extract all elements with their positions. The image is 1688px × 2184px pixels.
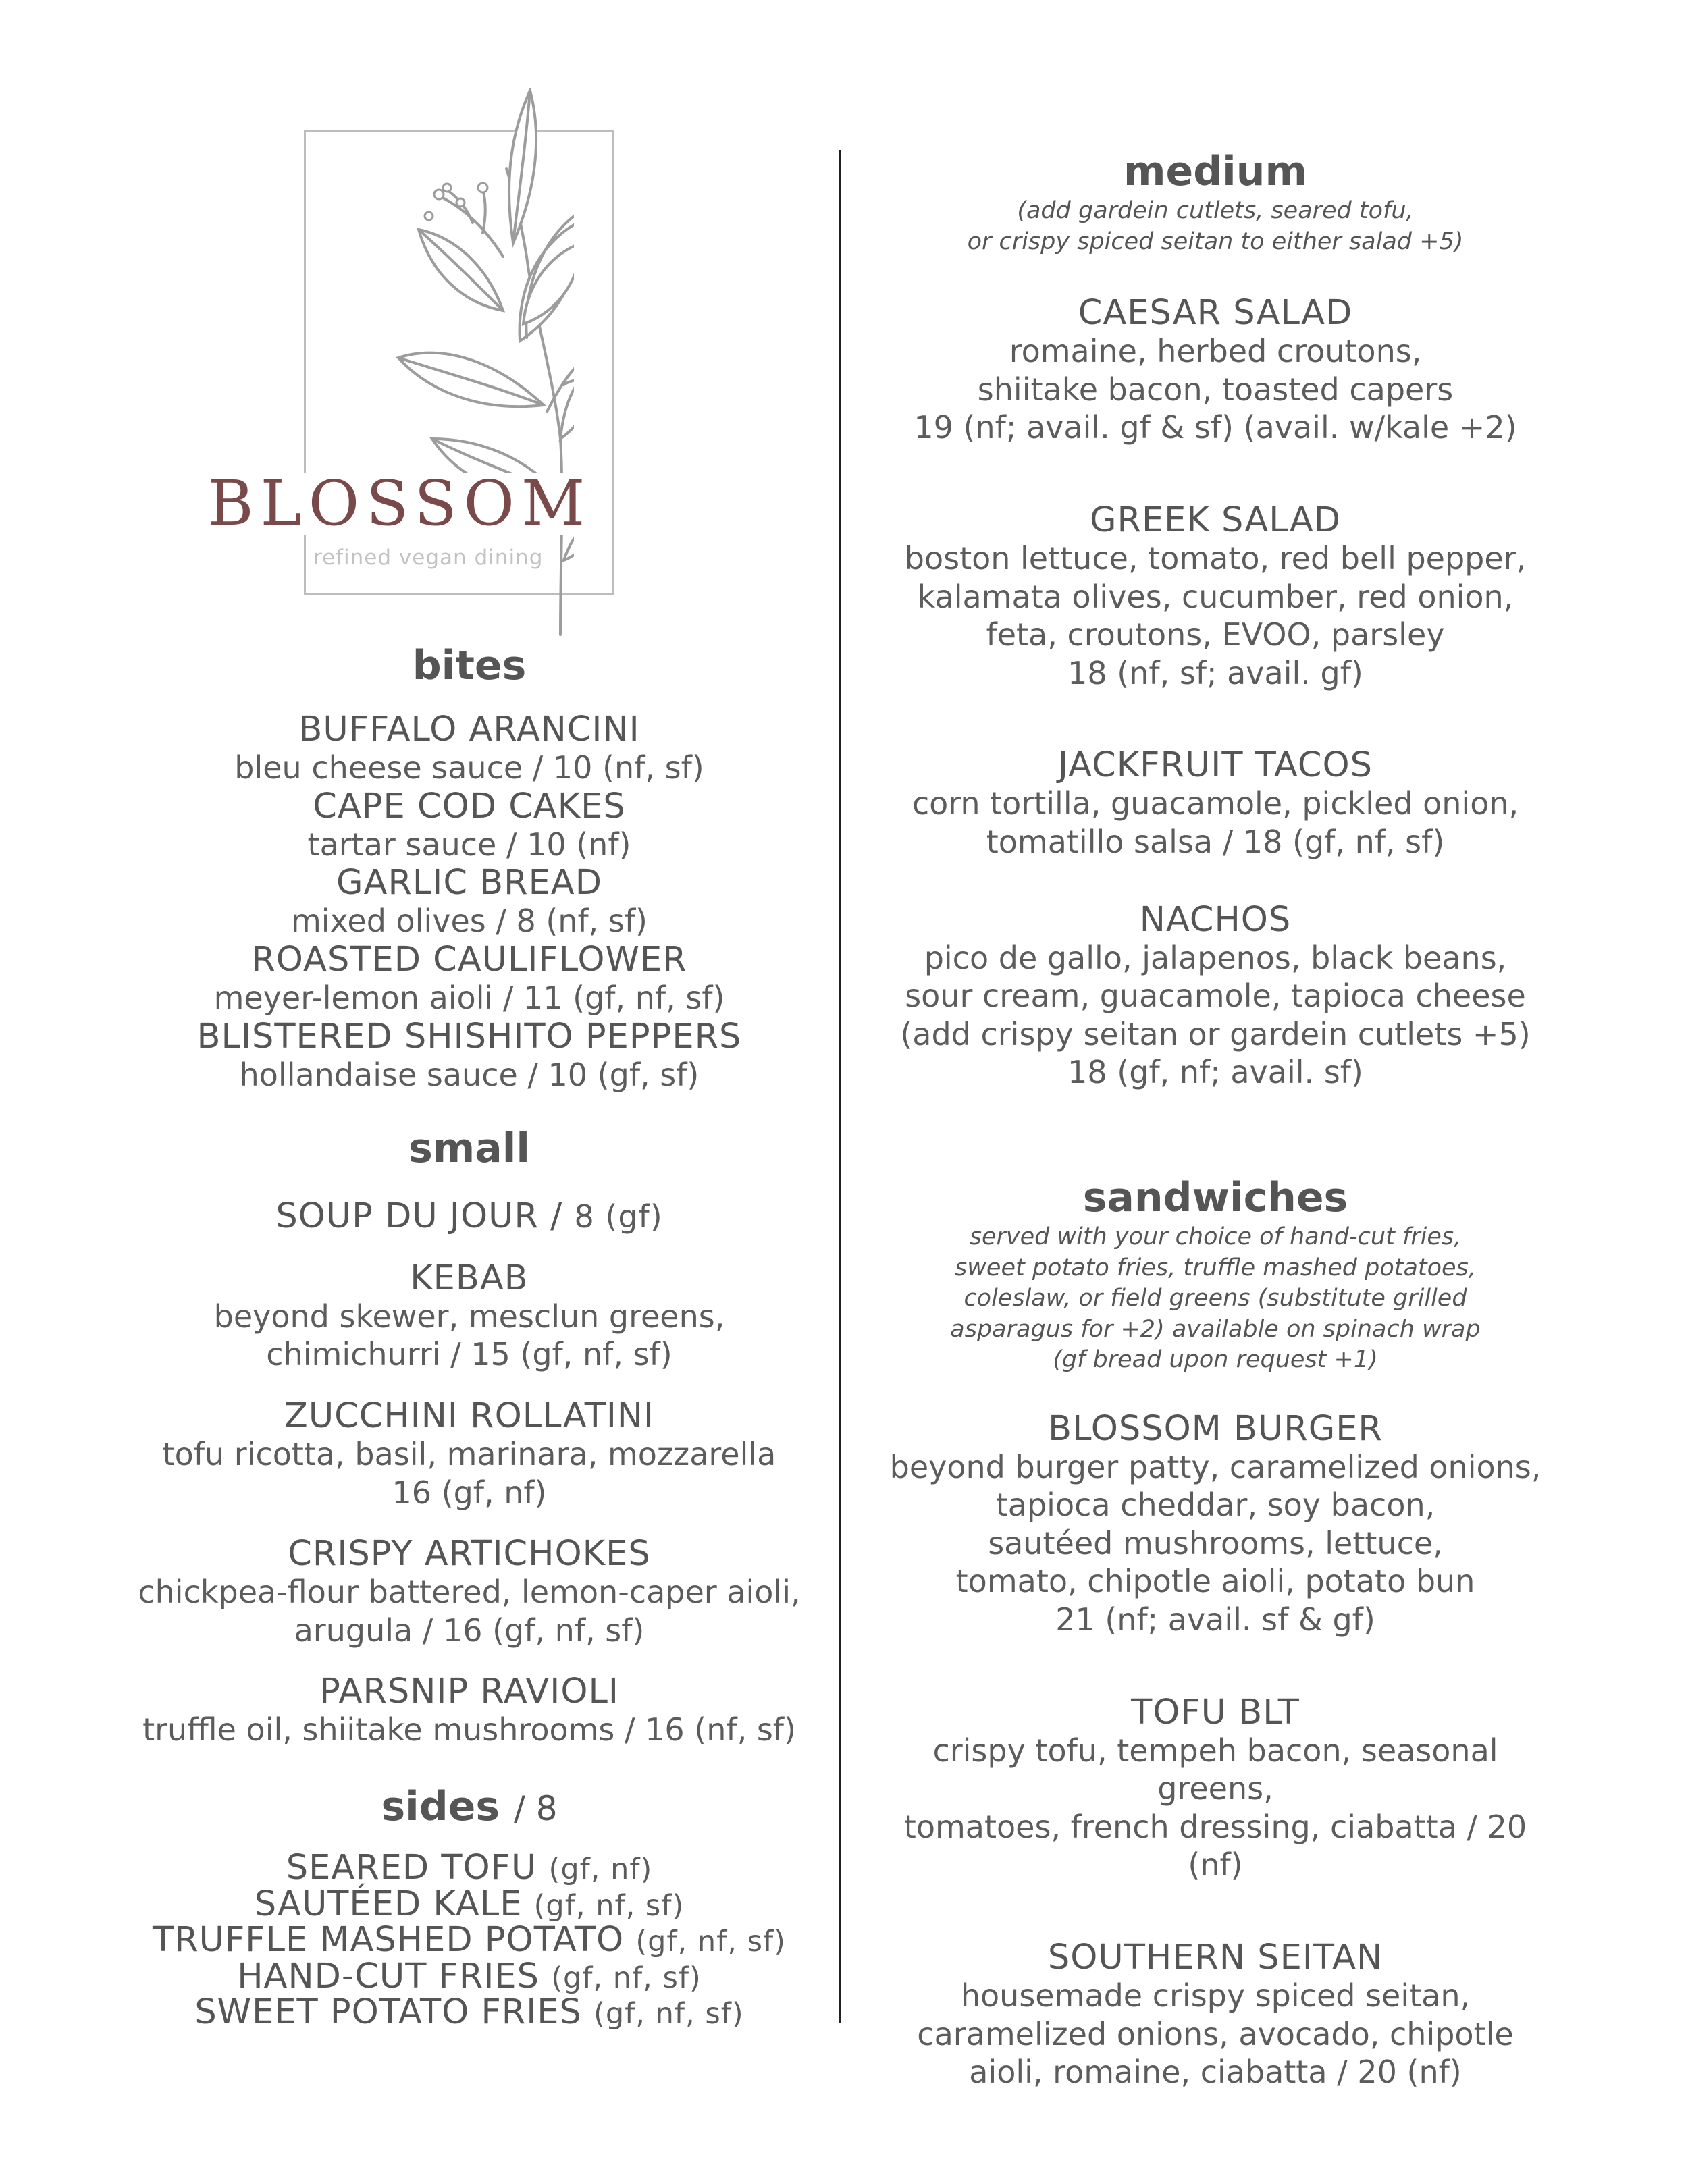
sides-title: sides [381, 1783, 500, 1830]
menu-item-name: BLISTERED SHISHITO PEPPERS [196, 1016, 742, 1057]
brand-name: BLOSSOM [203, 473, 597, 535]
side-name: SEARED TOFU [286, 1848, 537, 1888]
menu-item-name: ROASTED CAULIFLOWER [251, 940, 687, 980]
menu-item-desc: feta, croutons, EVOO, parsley [986, 616, 1445, 654]
brand-tagline: refined vegan dining [311, 545, 546, 570]
menu-item-desc: tapioca cheddar, soy bacon, [995, 1487, 1435, 1524]
side-item [88, 1922, 851, 1959]
menu-item-name: PARSNIP RAVIOLI [319, 1672, 619, 1712]
menu-item-name: GARLIC BREAD [336, 863, 602, 903]
menu-item-desc: chickpea-flour battered, lemon-caper aioli, [138, 1574, 801, 1611]
medium-section [878, 147, 1553, 1092]
menu-item-name: BUFFALO ARANCINI [298, 710, 640, 749]
menu-item-desc: kalamata olives, cucumber, red onion, [917, 578, 1514, 615]
menu-item-desc: shiitake bacon, toasted capers [977, 371, 1454, 408]
section-title-bites: bites [412, 642, 527, 689]
side-item [88, 1850, 851, 1886]
menu-item-desc: 18 (nf, sf; avail. gf) [1067, 654, 1363, 691]
menu-item-desc: 8 (gf) [574, 1198, 663, 1235]
menu-item-desc: tofu ricotta, basil, marinara, mozzarella [162, 1435, 776, 1472]
section-note: (gf bread upon request +1) [1053, 1346, 1378, 1373]
sides-price: / 8 [513, 1789, 558, 1828]
blossom-logo [196, 88, 592, 641]
section-note: served with your choice of hand-cut fries, [969, 1223, 1462, 1250]
menu-item-desc: chimichurri / 15 (gf, nf, sf) [266, 1336, 672, 1373]
section-note: (add gardein cutlets, seared tofu, [1017, 197, 1414, 224]
menu-item-desc: housemade crispy spiced seitan, [960, 1977, 1471, 2015]
section-title-sandwiches: sandwiches [1082, 1174, 1348, 1221]
section-title-small: small [408, 1125, 530, 1172]
menu-item-desc: sautéed mushrooms, lettuce, [988, 1524, 1443, 1562]
sandwiches-section [878, 1173, 1553, 2092]
menu-item-desc: 16 (gf, nf) [392, 1474, 547, 1511]
menu-item-desc: arugula / 16 (gf, nf, sf) [294, 1612, 645, 1649]
menu-item-desc: tomatoes, french dressing, ciabatta / 20 (nf) [903, 1808, 1527, 1884]
side-name: TRUFFLE MASHED POTATO [153, 1920, 625, 1961]
side-name: SAUTÉED KALE [254, 1884, 523, 1924]
small-section [88, 1124, 851, 1749]
column-divider [839, 150, 841, 2023]
menu-item-desc: tomatillo salsa / 18 (gf, nf, sf) [986, 823, 1445, 860]
side-item [88, 1956, 851, 1996]
side-item [88, 1994, 851, 2031]
menu-item-desc: meyer-lemon aioli / 11 (gf, nf, sf) [213, 980, 725, 1017]
menu-item-desc: beyond skewer, mesclun greens, [213, 1298, 725, 1335]
section-note: or crispy spiced seitan to either salad +5) [967, 228, 1464, 255]
side-tags: (gf, nf, sf) [594, 1997, 744, 2031]
menu-item-desc: 21 (nf; avail. sf & gf) [1055, 1601, 1375, 1638]
soup-item [88, 1197, 851, 1236]
menu-item-desc: beyond burger patty, caramelized onions, [889, 1448, 1541, 1485]
menu-item-desc: tartar sauce / 10 (nf) [307, 826, 631, 863]
section-title-sides [88, 1782, 851, 1831]
menu-item-desc: mixed olives / 8 (nf, sf) [291, 903, 648, 940]
menu-item-desc: caramelized onions, avocado, chipotle [917, 2015, 1514, 2052]
side-name: HAND-CUT FRIES [237, 1956, 539, 1996]
menu-item-name: BLOSSOM BURGER [1048, 1408, 1383, 1449]
menu-item-name: CAPE COD CAKES [313, 786, 626, 826]
menu-item-desc: 18 (gf, nf; avail. sf) [1067, 1054, 1363, 1091]
menu-item-name: NACHOS [1139, 899, 1292, 940]
section-note: coleslaw, or field greens (substitute grilled [964, 1285, 1467, 1312]
bites-section [88, 641, 851, 1094]
menu-item-desc: hollandaise sauce / 10 (gf, sf) [239, 1056, 700, 1093]
menu-item-name: CRISPY ARTICHOKES [288, 1534, 651, 1574]
side-tags: (gf, nf, sf) [533, 1888, 685, 1923]
menu-item-name: GREEK SALAD [1089, 500, 1341, 540]
menu-item-desc: corn tortilla, guacamole, pickled onion, [912, 785, 1519, 822]
menu-item-desc: boston lettuce, tomato, red bell pepper, [904, 539, 1527, 577]
section-note: asparagus for +2) available on spinach wrap [950, 1315, 1481, 1343]
menu-item-name: SOUTHERN SEITAN [1047, 1937, 1383, 1977]
menu-item-name: TOFU BLT [1131, 1692, 1300, 1732]
menu-item-desc: sour cream, guacamole, tapioca cheese [905, 978, 1526, 1015]
menu-item-desc: truffle oil, shiitake mushrooms / 16 (nf, sf) [142, 1711, 796, 1749]
menu-item-desc: crispy tofu, tempeh bacon, seasonal greens, [932, 1732, 1498, 1807]
section-title-medium: medium [1124, 148, 1307, 195]
menu-item-desc: pico de gallo, jalapenos, black beans, [924, 939, 1507, 976]
menu-item-name: ZUCCHINI ROLLATINI [284, 1395, 655, 1436]
menu-item-desc: tomato, chipotle aioli, potato bun [955, 1563, 1475, 1600]
menu-item-desc: (add crispy seitan or gardein cutlets +5) [900, 1015, 1531, 1053]
side-tags: (gf, nf, sf) [551, 1961, 702, 1995]
menu-item-name: KEBAB [410, 1258, 529, 1298]
section-note: sweet potato fries, truffle mashed potatoes, [955, 1254, 1476, 1281]
sides-section [88, 1782, 851, 2031]
side-item [88, 1886, 851, 1923]
menu-item-desc: bleu cheese sauce / 10 (nf, sf) [234, 749, 704, 787]
menu-item-name: CAESAR SALAD [1078, 293, 1353, 333]
menu-item-desc: aioli, romaine, ciabatta / 20 (nf) [969, 2054, 1462, 2091]
menu-item-desc: 19 (nf; avail. gf & sf) (avail. w/kale +2) [914, 409, 1517, 446]
menu-item-name: SOUP DU JOUR / [275, 1196, 563, 1236]
side-tags: (gf, nf, sf) [635, 1925, 786, 1959]
menu-item-name: JACKFRUIT TACOS [1057, 745, 1373, 786]
side-name: SWEET POTATO FRIES [194, 1992, 582, 2033]
menu-item-desc: romaine, herbed croutons, [1009, 333, 1422, 370]
side-tags: (gf, nf) [548, 1853, 653, 1886]
